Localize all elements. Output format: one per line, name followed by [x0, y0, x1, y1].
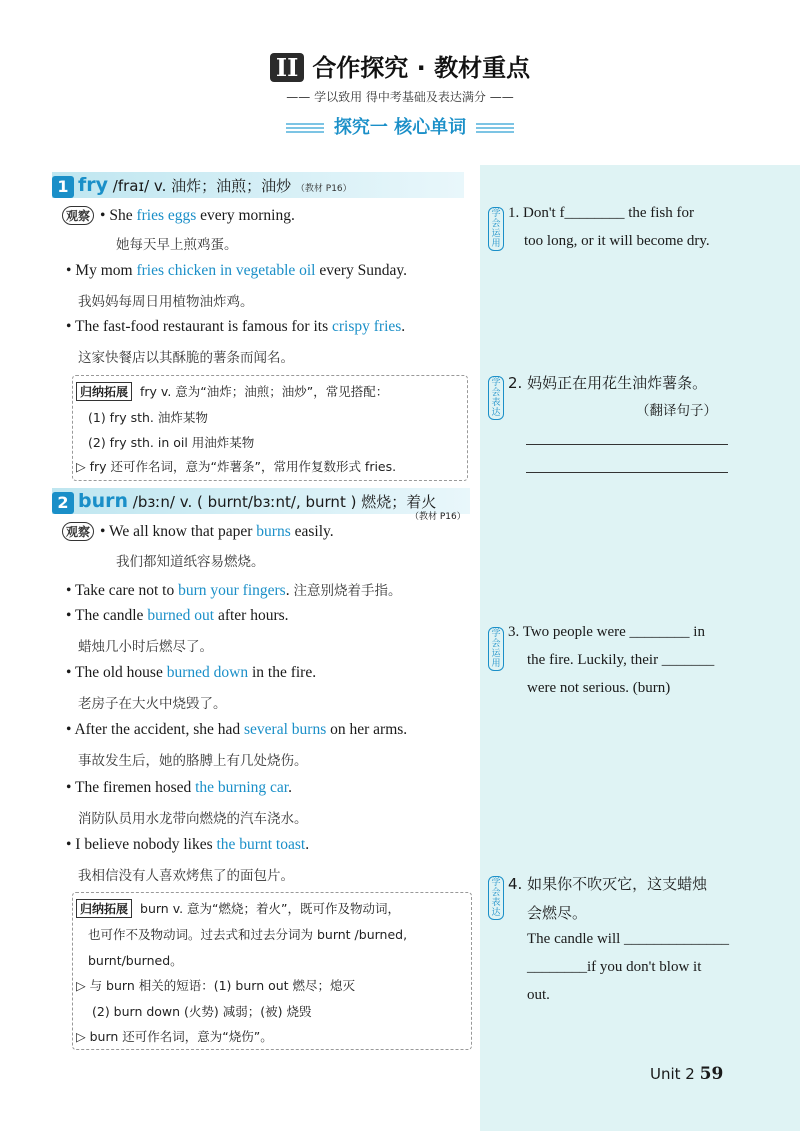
example-sentence: • I believe nobody likes the burnt toast. — [66, 836, 310, 853]
summary-tag: 归纳拓展 — [76, 382, 132, 401]
example-sentence: • The old house burned down in the fire. — [66, 664, 317, 681]
part-badge: II — [270, 53, 304, 82]
exercise-tag: 学会表达 — [488, 876, 504, 920]
example-translation: 我们都知道纸容易燃烧。 — [116, 554, 265, 570]
example-sentence: • The candle burned out after hours. — [66, 607, 289, 624]
answer-line[interactable] — [526, 444, 728, 445]
title-text: 合作探究 · 教材重点 — [312, 54, 531, 82]
headword: burn — [78, 490, 129, 512]
exercise-tag: 学会表达 — [488, 376, 504, 420]
example-translation: 老房子在大火中烧毁了。 — [78, 696, 227, 712]
exercise-3-line: the fire. Luckily, their _______ — [527, 652, 715, 668]
summary-line: (1) fry sth. 油炸某物 — [88, 410, 208, 425]
example-sentence: 观察 • We all know that paper burns easily. — [62, 522, 334, 541]
word-header-burn — [52, 488, 470, 514]
example-translation: 消防队员用水龙带向燃烧的汽车浇水。 — [78, 811, 308, 827]
exercise-4-line: The candle will ______________ — [527, 931, 730, 947]
example-translation: 她每天早上煎鸡蛋。 — [116, 237, 238, 253]
page-footer — [650, 1064, 723, 1084]
exercise-1-line: 1. Don't f________ the fish for — [508, 205, 695, 221]
example-translation: 这家快餐店以其酥脆的薯条而闻名。 — [78, 350, 294, 366]
answer-line[interactable] — [526, 472, 728, 473]
summary-line: (2) burn down (火势) 减弱；(被) 烧毁 — [92, 1004, 312, 1019]
exercise-3-line: were not serious. (burn) — [527, 680, 671, 696]
section-title: 探究一 核心单词 — [333, 117, 467, 138]
summary-line: ▷ 与 burn 相关的短语：(1) burn out 燃尽；熄灭 — [76, 978, 356, 993]
summary-line: 归纳拓展 fry v. 意为“油炸；油煎；油炒”，常见搭配： — [76, 382, 388, 401]
observe-tag: 观察 — [62, 206, 94, 225]
example-translation: 我相信没有人喜欢烤焦了的面包片。 — [78, 868, 294, 884]
exercise-4-line: ________if you don't blow it — [527, 959, 702, 975]
example-sentence: 观察 • She fries eggs every morning. — [62, 206, 295, 225]
example-sentence: • My mom fries chicken in vegetable oil every Sunday. — [66, 262, 408, 279]
section-heading — [0, 113, 800, 139]
word-header-fry — [52, 172, 464, 198]
summary-line: burnt/burned。 — [88, 953, 183, 968]
exercise-4-line: out. — [527, 987, 550, 1003]
example-translation: 我妈妈每周日用植物油炸鸡。 — [78, 294, 254, 310]
exercise-2-line: （翻译句子） — [636, 403, 717, 419]
word-number-badge: 1 — [52, 176, 74, 198]
unit-label: Unit 2 — [650, 1065, 695, 1083]
page-title — [0, 48, 800, 83]
word-definition: /fraɪ/ v. 油炸；油煎；油炒 — [108, 177, 292, 195]
example-sentence: • The fast-food restaurant is famous for its crispy fries. — [66, 318, 406, 335]
exercise-4-line: 会燃尽。 — [527, 904, 588, 922]
summary-line: 归纳拓展 burn v. 意为“燃烧；着火”，既可作及物动词， — [76, 899, 400, 918]
example-sentence: • Take care not to burn your fingers. 注意别烧着手指。 — [66, 582, 402, 599]
exercise-4-line: 4. 如果你不吹灭它，这支蜡烛 — [508, 875, 708, 893]
word-number-badge: 2 — [52, 492, 74, 514]
example-sentence: • After the accident, she had several burns on her arms. — [66, 721, 408, 738]
exercise-2-line: 2. 妈妈正在用花生油炸薯条。 — [508, 374, 708, 392]
stripe-decoration-left — [286, 123, 324, 133]
exercise-3-line: 3. Two people were ________ in — [508, 624, 705, 640]
example-sentence: • The firemen hosed the burning car. — [66, 779, 292, 796]
summary-line: ▷ burn 还可作名词，意为“烧伤”。 — [76, 1029, 273, 1044]
page-subtitle: —— 学以致用 得中考基础及表达满分 —— — [286, 90, 514, 104]
headword: fry — [78, 174, 109, 196]
summary-line: 也可作不及物动词。过去式和过去分词为 burnt /burned, — [88, 927, 408, 942]
summary-line: (2) fry sth. in oil 用油炸某物 — [88, 435, 255, 450]
exercise-1-line: too long, or it will become dry. — [524, 233, 710, 249]
exercise-tag: 学会运用 — [488, 207, 504, 251]
summary-tag: 归纳拓展 — [76, 899, 132, 918]
exercise-tag: 学会运用 — [488, 627, 504, 671]
page-number: 59 — [699, 1064, 724, 1084]
word-definition: /bɜːn/ v. ( burnt/bɜːnt/, burnt ) 燃烧；着火 — [128, 493, 437, 511]
summary-line: ▷ fry 还可作名词，意为“炸薯条”，常用作复数形式 fries. — [76, 459, 397, 474]
example-translation: 事故发生后，她的胳膊上有几处烧伤。 — [78, 753, 308, 769]
textbook-source: （教材 P16） — [410, 512, 466, 522]
stripe-decoration-right — [476, 123, 514, 133]
textbook-source: （教材 P16） — [295, 184, 352, 194]
observe-tag: 观察 — [62, 522, 94, 541]
example-translation: 蜡烛几小时后燃尽了。 — [78, 639, 213, 655]
